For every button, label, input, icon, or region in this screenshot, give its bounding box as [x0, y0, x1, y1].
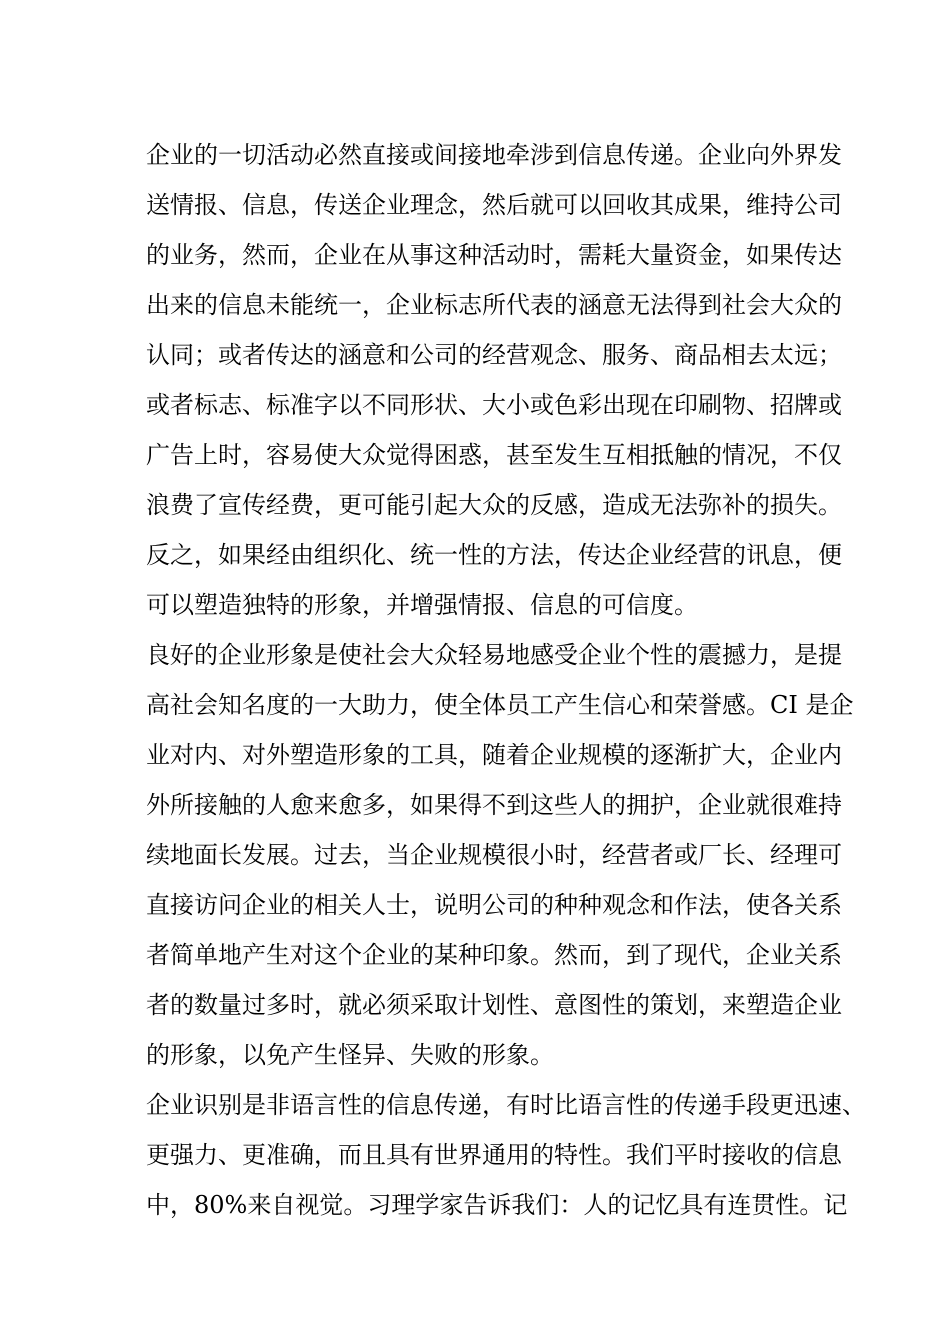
text-line: 企业的一切活动必然直接或间接地牵涉到信息传递。企业向外界发 [146, 141, 842, 169]
text-line: 的形象，以免产生怪异、失败的形象。 [146, 1041, 554, 1069]
text-line: 者的数量过多时，就必须采取计划性、意图性的策划，来塑造企业 [146, 991, 842, 1019]
text-line: 广告上时，容易使大众觉得困惑，甚至发生互相抵触的情况，不仅 [146, 441, 842, 469]
text-line: 反之，如果经由组织化、统一性的方法，传达企业经营的讯息，便 [146, 541, 842, 569]
body-text [146, 130, 866, 1230]
text-line: 者简单地产生对这个企业的某种印象。然而，到了现代，企业关系 [146, 941, 842, 969]
text-line: 送情报、信息，传送企业理念，然后就可以回收其成果，维持公司 [146, 191, 842, 219]
text-line: 或者标志、标准字以不同形状、大小或色彩出现在印刷物、招牌或 [146, 391, 842, 419]
text-line: 续地面长发展。过去，当企业规模很小时，经营者或厂长、经理可 [146, 841, 842, 869]
text-line: 可以塑造独特的形象，并增强情报、信息的可信度。 [146, 591, 698, 619]
text-line: 认同；或者传达的涵意和公司的经营观念、服务、商品相去太远； [146, 341, 842, 369]
text-line: 直接访问企业的相关人士，说明公司的种种观念和作法，使各关系 [146, 891, 842, 919]
text-line: 出来的信息未能统一，企业标志所代表的涵意无法得到社会大众的 [146, 291, 842, 319]
text-line: 企业识别是非语言性的信息传递，有时比语言性的传递手段更迅速、 [146, 1091, 866, 1119]
text-line: 浪费了宣传经费，更可能引起大众的反感，造成无法弥补的损失。 [146, 491, 842, 519]
text-line: 外所接触的人愈来愈多，如果得不到这些人的拥护，企业就很难持 [146, 791, 842, 819]
text-line: 中，80%来自视觉。习理学家告诉我们：人的记忆具有连贯性。记 [146, 1191, 848, 1219]
text-line: 更强力、更准确，而且具有世界通用的特性。我们平时接收的信息 [146, 1141, 842, 1169]
text-line: 高社会知名度的一大助力，使全体员工产生信心和荣誉感。CI 是企 [146, 691, 854, 719]
text-line: 业对内、对外塑造形象的工具，随着企业规模的逐渐扩大，企业内 [146, 741, 842, 769]
text-line: 的业务，然而，企业在从事这种活动时，需耗大量资金，如果传达 [146, 241, 842, 269]
text-line: 良好的企业形象是使社会大众轻易地感受企业个性的震撼力，是提 [146, 641, 842, 669]
